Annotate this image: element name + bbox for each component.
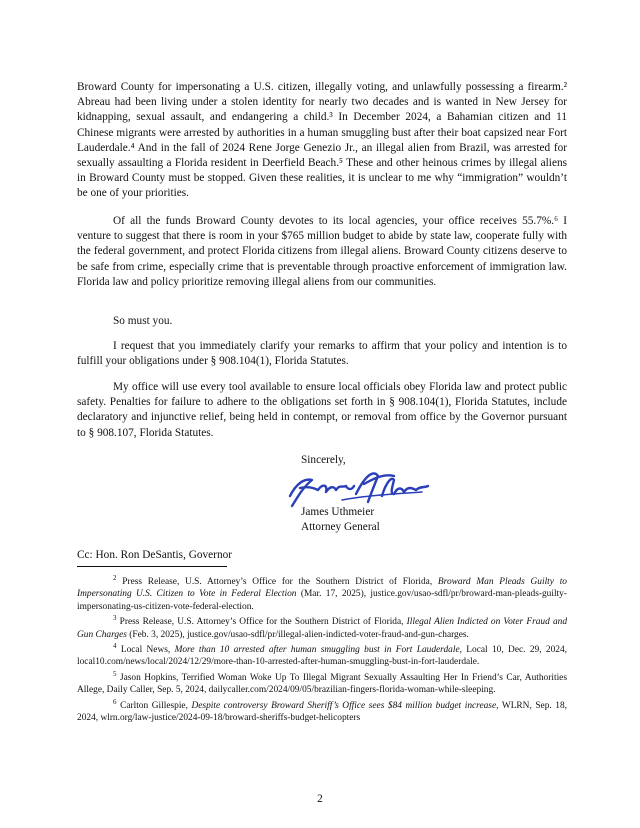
footnote-2: $^2$ Press Release, U.S. Attorney’s Office for the Southern District of Florida, Broward Man Pleads Guilty to Impersonating U.S. Citizen to Vote in Federal Election (Mar. 17, 2025), justice.gov/usao-sdfl/pr/broward-man-pleads-guilty-impersonating-us-citizen-vote-federal-election. <box>77 573 567 612</box>
signer-name: James Uthmeier <box>301 506 375 518</box>
paragraph-request: I request that you immediately clarify your remarks to affirm that your policy and intention is to fulfill your obligations under § 908.104(1), Florida Statutes. <box>77 340 567 368</box>
footnotes <box>77 573 568 727</box>
footnote-5: $^5$ Jason Hopkins, Terrified Woman Woke Up To Illegal Migrant Sexually Assaulting Her In Friend’s Car, Authorities Allege, Daily Caller, Sep. 5, 2024, dailycaller.com/2024/09/05/brazilian-fingers-florida-woman-while-sleeping. <box>77 669 567 696</box>
signer-title: Attorney General <box>301 521 380 533</box>
cc-line: Cc: Hon. Ron DeSantis, Governor <box>77 549 233 561</box>
closing: Sincerely, <box>301 454 346 466</box>
paragraph-penalties: My office will use every tool available to ensure local officials obey Florida law and protect public safety. Penalties for failure to adhere to the obligations set forth in § 908.104(1), Florida Statutes, include declaratory and injunctive relief, being held in contempt, or removal from office by the Governor pursuant to § 908.107, Florida Statutes. <box>77 381 567 439</box>
paragraph-so-must-you: So must you. <box>113 315 173 327</box>
paragraph-crimes: Broward County for impersonating a U.S. citizen, illegally voting, and unlawfully possessing a firearm.² Abreau had been living under a stolen identity for nearly two decades and is wanted in New Jersey for kidnapping, sexual assault, and endangering a child.³ In December 2024, a Bahamian citizen and 11 Chinese migrants were arrested by authorities in a human smuggling bust after their boat capsized near Fort Lauderdale.⁴ And in the fall of 2024 Rene Jorge Genezio Jr., an illegal alien from Brazil, was arrested for sexually assaulting a Florida resident in Deerfield Beach.⁵ These and other heinous crimes by illegal aliens in Broward County must be stopped. Given these realities, it is unclear to me why “immigration” wouldn’t be one of your priorities. <box>77 81 567 200</box>
footnote-rule <box>77 566 227 567</box>
footnote-6: $^6$ Carlton Gillespie, Despite controversy Broward Sheriff’s Office sees $84 million budget increase, WLRN, Sep. 18, 2024, wlrn.org/law-justice/2024-09-18/broward-sheriffs-budget-helicopters <box>77 697 568 724</box>
page-number: 2 <box>317 793 323 805</box>
footnote-4: $^4$ Local News, More than 10 arrested after human smuggling bust in Fort Lauderdale, Local 10, Dec. 29, 2024, local10.com/news/local/2024/12/29/more-than-10-arrested-after-human-smuggling-bust-in-fort-lauderdale. <box>77 641 567 668</box>
footnote-3: $^3$ Press Release, U.S. Attorney’s Office for the Southern District of Florida, Illegal Alien Indicted on Voter Fraud and Gun Charges (Feb. 3, 2025), justice.gov/usao-sdfl/pr/illegal-alien-indicted-voter-fraud-and-gun-charges. <box>77 614 568 640</box>
paragraph-budget: Of all the funds Broward County devotes to its local agencies, your office receives 55.7%.⁶ I venture to suggest that there is room in your $765 million budget to abide by state law, cooperate fully with the federal government, and protect Florida citizens from illegal aliens. Broward County citizens deserve to be safe from crime, especially crime that is preventable through proactive enforcement of immigration law. Florida law and policy prioritize removing illegal aliens from our communities. <box>77 215 567 288</box>
